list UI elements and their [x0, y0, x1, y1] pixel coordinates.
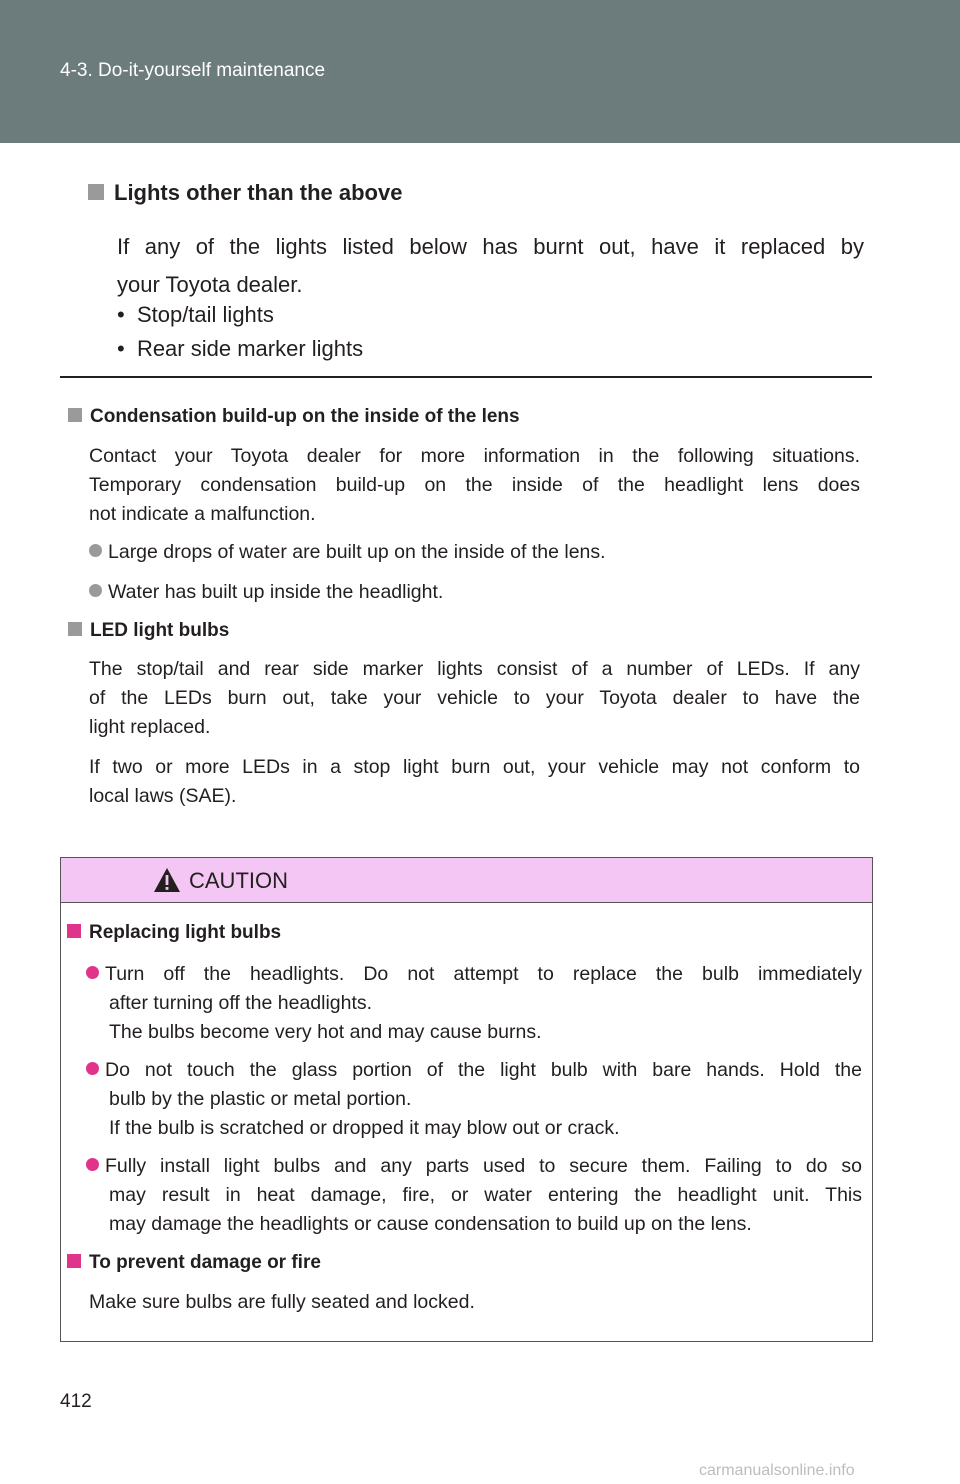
- section-divider: [60, 376, 872, 378]
- warning-icon: [153, 867, 181, 893]
- prevent-heading: To prevent damage or fire: [67, 1252, 321, 1274]
- watermark: carmanualsonline.info: [699, 1462, 855, 1479]
- led-paragraph-2: If two or more LEDs in a stop light burn out, your vehicle may not conform to local laws (SAE).: [89, 756, 860, 807]
- square-bullet-icon: [88, 184, 104, 200]
- round-bullet-icon: [89, 544, 102, 557]
- replacing-heading: Replacing light bulbs: [67, 922, 281, 944]
- section-title: 4-3. Do-it-yourself maintenance: [60, 60, 326, 81]
- list-item: Do not touch the glass portion of the light bulb with bare hands. Hold the bulb by the plastic or metal portion. If the bulb is scratched or dropped it may blow out or crack.: [86, 1056, 862, 1143]
- list-item: • Stop/tail lights: [117, 302, 274, 327]
- list-item: Water has built up inside the headlight.: [89, 578, 443, 607]
- square-bullet-icon: [67, 924, 81, 938]
- round-bullet-icon: [86, 966, 99, 979]
- led-heading: LED light bulbs: [68, 620, 229, 642]
- square-bullet-icon: [67, 1254, 81, 1268]
- list-item: Fully install light bulbs and any parts used to secure them. Failing to do so may result in heat damage, fire, or water entering the headlight unit. This may damage the headlights or cause condensation to build up on the lens.: [86, 1152, 862, 1239]
- prevent-text: Make sure bulbs are fully seated and locked.: [89, 1291, 475, 1313]
- list-item: Turn off the headlights. Do not attempt to replace the bulb immediately after turning off the headlights. The bulbs become very hot and may cause burns.: [86, 960, 862, 1047]
- round-bullet-icon: [86, 1158, 99, 1171]
- page-header: [0, 0, 960, 143]
- round-bullet-icon: [86, 1062, 99, 1075]
- caution-box: [60, 857, 873, 1342]
- led-paragraph-1: The stop/tail and rear side marker lights consist of a number of LEDs. If any of the LEDs burn out, take your vehicle to your Toyota dealer to have the light replaced.: [89, 658, 860, 738]
- square-bullet-icon: [68, 622, 82, 636]
- condensation-heading: Condensation build-up on the inside of the lens: [68, 406, 520, 428]
- main-bullet-list: [117, 298, 363, 366]
- main-heading: Lights other than the above: [88, 180, 402, 206]
- condensation-body: Contact your Toyota dealer for more information in the following situations. Temporary condensation build-up on the inside of the headlight lens does not indicate a malfunction.: [89, 445, 860, 525]
- caution-header: [61, 858, 872, 903]
- list-item: Large drops of water are built up on the inside of the lens.: [89, 538, 606, 567]
- main-paragraph-line1: If any of the lights listed below has burnt out, have it replaced by: [117, 234, 864, 259]
- list-item: • Rear side marker lights: [117, 336, 364, 361]
- page-number: 412: [60, 1391, 92, 1412]
- round-bullet-icon: [89, 584, 102, 597]
- square-bullet-icon: [68, 408, 82, 422]
- caution-title: CAUTION: [189, 868, 288, 893]
- main-paragraph-line2: your Toyota dealer.: [117, 272, 303, 297]
